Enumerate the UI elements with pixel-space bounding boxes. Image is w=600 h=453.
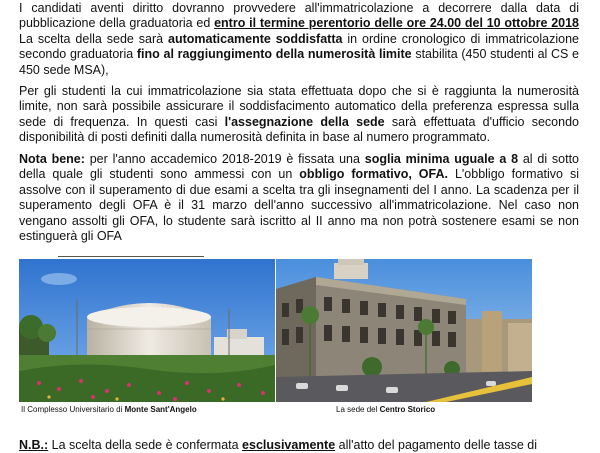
text-span: La scelta della sede sarà: [19, 31, 169, 46]
text-span: Per gli studenti la cui immatricolazione sia stata effettuata dopo che si è raggiunta la numerosità limite, non sarà possibile assicurare il soddisfacimento automatico della preferenza espressa sulla sede di frequenza. In questi casi: [19, 84, 579, 129]
nota-bene-label: Nota bene:: [19, 152, 85, 166]
text-span: all'atto del pagamento delle tasse di: [335, 438, 537, 452]
bold-text: l'assegnazione della sede: [224, 114, 385, 129]
text-span: La scelta della sede è confermata: [48, 438, 243, 452]
text-span: in ordine cronologico di immatricolazione secondo graduatoria: [19, 31, 579, 62]
caption-bold: Centro Storico: [379, 405, 436, 414]
photo-centro-storico: [276, 259, 532, 402]
paragraph-enrollment-deadline: [19, 1, 579, 78]
signature-rule: [58, 256, 204, 257]
bold-underlined-text: esclusivamente: [242, 438, 336, 452]
text-span: stabilita (450 studenti al CS e 450 sede MSA),: [19, 47, 579, 77]
text-span: sarà effettuata d'ufficio secondo disponibilità di posti definiti dalla numerosità definita in base al numero programmato.: [19, 114, 579, 145]
deadline-text: entro il termine perentorio delle ore 24.00 del 10 ottobre 2018: [214, 16, 579, 31]
bold-text: fino al raggiungimento della numerosità limite: [136, 47, 412, 62]
nb-label: N.B.:: [19, 438, 49, 452]
bold-text: obbligo formativo, OFA.: [299, 167, 448, 182]
caption-text: La sede del: [336, 405, 380, 414]
paragraph-site-assignment: [19, 84, 579, 146]
text-span: L'obbligo formativo si assolve con il superamento di due esami a scelta tra gli insegnamenti del I anno. La scadenza per il superamento degli OFA è il 31 marzo dell'anno successivo all'immatricolazione. Nel caso non vengano assolti gli OFA, lo studente sarà iscritto al II anno ma non potrà sostenere esami se non estinguerà gli OFA: [19, 167, 580, 244]
text-span: al di sotto della quale gli studenti sono ammessi con un: [19, 152, 580, 182]
paragraph-ofa-note: [19, 152, 579, 244]
note-nb-line: [19, 438, 589, 453]
caption-bold: Monte Sant'Angelo: [124, 405, 197, 414]
caption-left: [21, 405, 197, 415]
bold-text: soglia minima uguale a 8: [364, 152, 519, 166]
text-span: per l'anno accademico 2018-2019 è fissata una: [84, 152, 365, 166]
photo-monte-santangelo: [19, 259, 275, 402]
modern-building-image: [19, 259, 275, 402]
text-span: I candidati aventi diritto dovranno provvedere all'immatricolazione a decorrere dalla data di pubblicazione della graduatoria ed: [19, 1, 579, 31]
caption-right: [336, 405, 435, 415]
historic-building-image: [276, 259, 532, 402]
caption-text: Il Complesso Universitario di: [21, 405, 125, 414]
bold-text: automaticamente soddisfatta: [168, 31, 343, 46]
